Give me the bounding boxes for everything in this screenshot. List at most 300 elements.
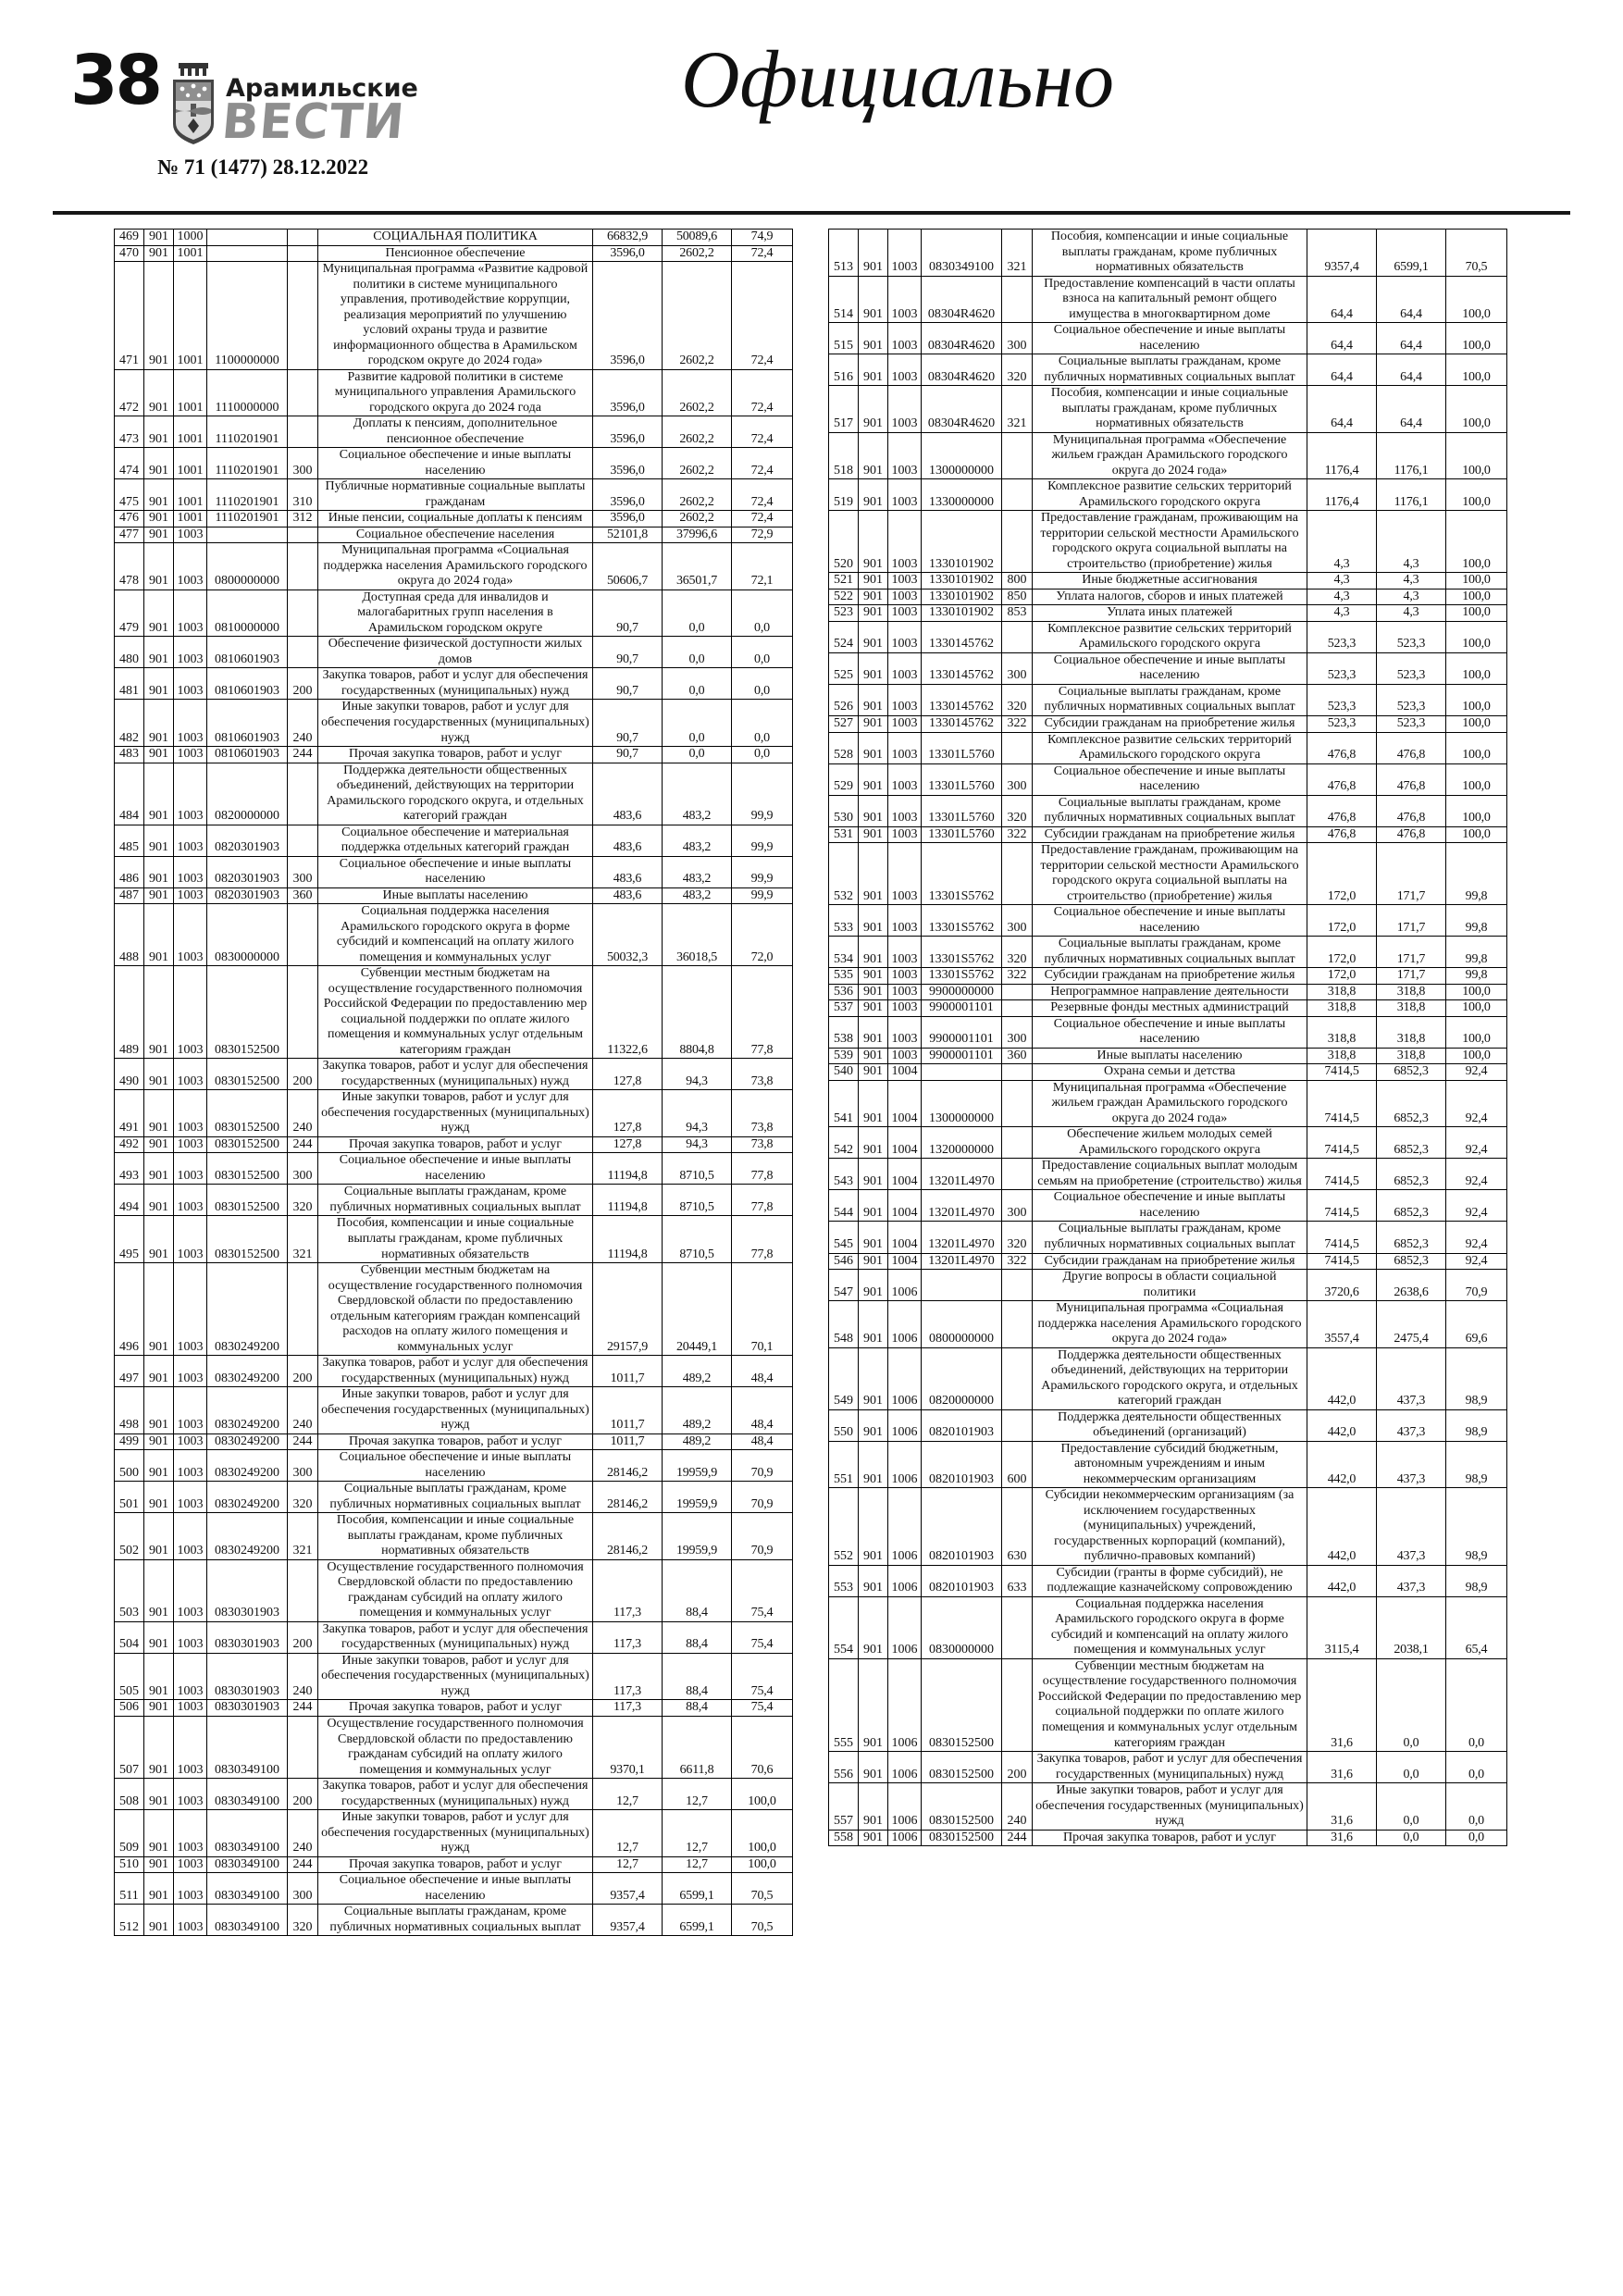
table-row — [115, 230, 793, 246]
row-number-cell: 502 — [115, 1513, 144, 1560]
approved-amount-cell: 31,6 — [1307, 1830, 1377, 1846]
executed-amount-cell: 94,3 — [663, 1136, 732, 1153]
approved-amount-cell: 318,8 — [1307, 1048, 1377, 1064]
table-row — [829, 1441, 1507, 1488]
row-number-cell: 517 — [829, 386, 859, 433]
budget-report-tables — [114, 229, 1507, 1936]
executed-amount-cell: 0,0 — [1377, 1783, 1446, 1831]
row-number-cell: 514 — [829, 276, 859, 323]
target-article-cell: 0830000000 — [207, 904, 288, 966]
approved-amount-cell: 90,7 — [593, 700, 663, 747]
expense-name-cell: Социальное обеспечение и иные выплаты населению — [318, 1153, 593, 1185]
percent-executed-cell: 0,0 — [1446, 1752, 1507, 1783]
percent-executed-cell: 100,0 — [1446, 684, 1507, 715]
percent-executed-cell: 100,0 — [1446, 605, 1507, 622]
table-row — [115, 511, 793, 527]
target-article-cell: 0830152500 — [922, 1658, 1002, 1751]
table-row — [829, 1301, 1507, 1348]
table-row — [115, 1621, 793, 1653]
grbs-code-cell: 901 — [144, 637, 174, 668]
expense-name-cell: Доплаты к пенсиям, дополнительное пенсионное обеспечение — [318, 416, 593, 448]
executed-amount-cell: 2602,2 — [663, 511, 732, 527]
expense-name-cell: Иные закупки товаров, работ и услуг для обеспечения государственных (муниципальных) нужд — [318, 1090, 593, 1137]
table-row — [115, 1216, 793, 1263]
target-article-cell: 13201L4970 — [922, 1159, 1002, 1190]
expense-name-cell: Предоставление гражданам, проживающим на территории сельской местности Арамильского городского округа социальной выплаты на строительство (приобретение) жилья — [1033, 511, 1307, 573]
approved-amount-cell: 12,7 — [593, 1810, 663, 1857]
expense-name-cell: Комплексное развитие сельских территорий Арамильского городского округа — [1033, 621, 1307, 652]
approved-amount-cell: 64,4 — [1307, 354, 1377, 386]
expense-name-cell: Социальное обеспечение и иные выплаты населению — [1033, 1190, 1307, 1222]
percent-executed-cell: 100,0 — [732, 1810, 793, 1857]
approved-amount-cell: 1176,4 — [1307, 432, 1377, 479]
grbs-code-cell: 901 — [144, 825, 174, 856]
expense-type-cell: 320 — [288, 1905, 318, 1936]
grbs-code-cell: 901 — [859, 230, 888, 277]
target-article-cell — [207, 230, 288, 246]
expense-name-cell: Поддержка деятельности общественных объединений (организаций) — [1033, 1409, 1307, 1441]
executed-amount-cell: 476,8 — [1377, 795, 1446, 826]
percent-executed-cell: 100,0 — [1446, 479, 1507, 511]
table-row — [829, 1064, 1507, 1081]
target-article-cell: 13301L5760 — [922, 795, 1002, 826]
table-row — [115, 1387, 793, 1434]
target-article-cell: 0830152500 — [922, 1752, 1002, 1783]
table-row — [829, 1347, 1507, 1409]
table-row — [115, 1856, 793, 1873]
expense-type-cell: 240 — [288, 1653, 318, 1700]
target-article-cell: 0830152500 — [207, 1185, 288, 1216]
section-code-cell: 1003 — [888, 652, 922, 684]
expense-type-cell: 244 — [288, 1856, 318, 1873]
section-code-cell: 1003 — [888, 826, 922, 843]
grbs-code-cell: 901 — [144, 245, 174, 262]
approved-amount-cell: 3596,0 — [593, 479, 663, 511]
section-code-cell: 1001 — [174, 448, 207, 479]
target-article-cell: 1110201901 — [207, 511, 288, 527]
table-row — [115, 1433, 793, 1450]
target-article-cell — [207, 245, 288, 262]
section-code-cell: 1003 — [174, 966, 207, 1059]
grbs-code-cell: 901 — [144, 1090, 174, 1137]
approved-amount-cell: 483,6 — [593, 763, 663, 825]
target-article-cell: 0820301903 — [207, 856, 288, 887]
target-article-cell — [922, 1064, 1002, 1081]
row-number-cell: 548 — [829, 1301, 859, 1348]
row-number-cell: 545 — [829, 1222, 859, 1253]
expense-name-cell: Закупка товаров, работ и услуг для обеспечения государственных (муниципальных) нужд — [318, 1779, 593, 1810]
target-article-cell: 13301S5762 — [922, 843, 1002, 905]
approved-amount-cell: 29157,9 — [593, 1263, 663, 1356]
percent-executed-cell: 92,4 — [1446, 1127, 1507, 1159]
table-row — [115, 1356, 793, 1387]
section-code-cell: 1003 — [888, 354, 922, 386]
table-row — [829, 1016, 1507, 1048]
section-code-cell: 1003 — [888, 905, 922, 937]
table-row — [829, 1565, 1507, 1596]
grbs-code-cell: 901 — [859, 276, 888, 323]
row-number-cell: 535 — [829, 968, 859, 985]
percent-executed-cell: 70,6 — [732, 1716, 793, 1778]
target-article-cell: 0810601903 — [207, 700, 288, 747]
executed-amount-cell: 1176,1 — [1377, 432, 1446, 479]
percent-executed-cell: 73,8 — [732, 1136, 793, 1153]
expense-name-cell: Другие вопросы в области социальной политики — [1033, 1270, 1307, 1301]
grbs-code-cell: 901 — [144, 262, 174, 370]
section-code-cell: 1003 — [888, 386, 922, 433]
grbs-code-cell: 901 — [144, 1263, 174, 1356]
section-code-cell: 1003 — [888, 276, 922, 323]
section-code-cell: 1003 — [888, 732, 922, 763]
table-row — [115, 763, 793, 825]
executed-amount-cell: 64,4 — [1377, 323, 1446, 354]
approved-amount-cell: 4,3 — [1307, 573, 1377, 590]
target-article-cell: 0830152500 — [207, 1153, 288, 1185]
approved-amount-cell: 90,7 — [593, 747, 663, 763]
approved-amount-cell: 50606,7 — [593, 543, 663, 590]
row-number-cell: 510 — [115, 1856, 144, 1873]
section-code-cell: 1003 — [174, 1216, 207, 1263]
expense-type-cell — [288, 1559, 318, 1621]
row-number-cell: 539 — [829, 1048, 859, 1064]
section-code-cell: 1003 — [174, 1185, 207, 1216]
section-code-cell: 1003 — [174, 1153, 207, 1185]
table-row — [115, 1716, 793, 1778]
executed-amount-cell: 2602,2 — [663, 479, 732, 511]
coat-of-arms-icon — [169, 61, 217, 146]
row-number-cell: 475 — [115, 479, 144, 511]
approved-amount-cell: 7414,5 — [1307, 1253, 1377, 1270]
expense-type-cell: 630 — [1002, 1488, 1033, 1566]
section-code-cell: 1003 — [174, 747, 207, 763]
section-code-cell: 1004 — [888, 1080, 922, 1127]
section-code-cell: 1003 — [174, 1873, 207, 1905]
section-code-cell: 1001 — [174, 479, 207, 511]
grbs-code-cell: 901 — [859, 763, 888, 795]
section-code-cell: 1003 — [888, 432, 922, 479]
expense-type-cell — [288, 763, 318, 825]
approved-amount-cell: 11194,8 — [593, 1185, 663, 1216]
percent-executed-cell: 72,0 — [732, 904, 793, 966]
row-number-cell: 529 — [829, 763, 859, 795]
expense-type-cell: 300 — [1002, 763, 1033, 795]
executed-amount-cell: 4,3 — [1377, 605, 1446, 622]
percent-executed-cell: 75,4 — [732, 1621, 793, 1653]
section-code-cell: 1003 — [174, 1700, 207, 1717]
percent-executed-cell: 77,8 — [732, 966, 793, 1059]
target-article-cell: 1330145762 — [922, 684, 1002, 715]
section-code-cell: 1004 — [888, 1064, 922, 1081]
table-row — [115, 543, 793, 590]
percent-executed-cell: 100,0 — [732, 1779, 793, 1810]
target-article-cell: 0800000000 — [922, 1301, 1002, 1348]
percent-executed-cell: 70,5 — [1446, 230, 1507, 277]
table-row — [115, 1810, 793, 1857]
target-article-cell: 0830249200 — [207, 1513, 288, 1560]
target-article-cell: 0830349100 — [207, 1856, 288, 1873]
issue-date: № 71 (1477) 28.12.2022 — [157, 155, 369, 179]
grbs-code-cell: 901 — [144, 856, 174, 887]
target-article-cell: 0830152500 — [207, 966, 288, 1059]
grbs-code-cell: 901 — [859, 605, 888, 622]
row-number-cell: 532 — [829, 843, 859, 905]
target-article-cell: 0830349100 — [207, 1716, 288, 1778]
grbs-code-cell: 901 — [859, 1270, 888, 1301]
target-article-cell: 1300000000 — [922, 432, 1002, 479]
row-number-cell: 505 — [115, 1653, 144, 1700]
table-row — [829, 354, 1507, 386]
executed-amount-cell: 0,0 — [663, 668, 732, 700]
row-number-cell: 537 — [829, 1000, 859, 1017]
row-number-cell: 553 — [829, 1565, 859, 1596]
expense-type-cell: 240 — [288, 1387, 318, 1434]
row-number-cell: 523 — [829, 605, 859, 622]
target-article-cell: 1320000000 — [922, 1127, 1002, 1159]
expense-type-cell — [1002, 1127, 1033, 1159]
expense-name-cell: Обеспечение жильем молодых семей Арамильского городского округа — [1033, 1127, 1307, 1159]
table-row — [115, 448, 793, 479]
table-row — [829, 684, 1507, 715]
executed-amount-cell: 318,8 — [1377, 1016, 1446, 1048]
row-number-cell: 496 — [115, 1263, 144, 1356]
approved-amount-cell: 1011,7 — [593, 1356, 663, 1387]
table-row — [829, 826, 1507, 843]
grbs-code-cell: 901 — [859, 573, 888, 590]
expense-name-cell: Социальное обеспечение и иные выплаты населению — [318, 856, 593, 887]
grbs-code-cell: 901 — [144, 230, 174, 246]
table-row — [115, 1136, 793, 1153]
section-code-cell: 1001 — [174, 511, 207, 527]
grbs-code-cell: 901 — [859, 984, 888, 1000]
table-row — [829, 1000, 1507, 1017]
percent-executed-cell: 70,5 — [732, 1905, 793, 1936]
table-row — [115, 245, 793, 262]
row-number-cell: 493 — [115, 1153, 144, 1185]
table-row — [115, 668, 793, 700]
approved-amount-cell: 31,6 — [1307, 1752, 1377, 1783]
grbs-code-cell: 901 — [144, 1356, 174, 1387]
table-row — [829, 795, 1507, 826]
grbs-code-cell: 901 — [859, 684, 888, 715]
grbs-code-cell: 901 — [859, 968, 888, 985]
approved-amount-cell: 1176,4 — [1307, 479, 1377, 511]
row-number-cell: 546 — [829, 1253, 859, 1270]
brand-name-bottom: ВЕСТИ — [219, 94, 407, 150]
grbs-code-cell: 901 — [144, 1433, 174, 1450]
expense-type-cell: 322 — [1002, 1253, 1033, 1270]
executed-amount-cell: 6599,1 — [663, 1873, 732, 1905]
section-code-cell: 1003 — [888, 1000, 922, 1017]
executed-amount-cell: 2602,2 — [663, 262, 732, 370]
grbs-code-cell: 901 — [144, 1716, 174, 1778]
expense-name-cell: Резервные фонды местных администраций — [1033, 1000, 1307, 1017]
row-number-cell: 492 — [115, 1136, 144, 1153]
approved-amount-cell: 4,3 — [1307, 589, 1377, 605]
executed-amount-cell: 483,2 — [663, 887, 732, 904]
table-row — [115, 700, 793, 747]
row-number-cell: 554 — [829, 1596, 859, 1658]
approved-amount-cell: 442,0 — [1307, 1441, 1377, 1488]
expense-name-cell: Пособия, компенсации и иные социальные выплаты гражданам, кроме публичных нормативных обязательств — [318, 1216, 593, 1263]
executed-amount-cell: 2638,6 — [1377, 1270, 1446, 1301]
budget-table-left — [114, 229, 793, 1936]
approved-amount-cell: 442,0 — [1307, 1488, 1377, 1566]
expense-name-cell: Прочая закупка товаров, работ и услуг — [318, 1433, 593, 1450]
section-code-cell: 1004 — [888, 1159, 922, 1190]
expense-name-cell: Иные закупки товаров, работ и услуг для обеспечения государственных (муниципальных) нужд — [1033, 1783, 1307, 1831]
target-article-cell: 0830249200 — [207, 1263, 288, 1356]
target-article-cell: 08304R4620 — [922, 354, 1002, 386]
table-row — [829, 1048, 1507, 1064]
executed-amount-cell: 64,4 — [1377, 276, 1446, 323]
section-code-cell: 1003 — [174, 637, 207, 668]
section-code-cell: 1003 — [174, 1621, 207, 1653]
percent-executed-cell: 72,4 — [732, 479, 793, 511]
percent-executed-cell: 70,9 — [732, 1450, 793, 1482]
expense-type-cell: 320 — [1002, 937, 1033, 968]
row-number-cell: 494 — [115, 1185, 144, 1216]
executed-amount-cell: 37996,6 — [663, 527, 732, 543]
grbs-code-cell: 901 — [859, 1159, 888, 1190]
expense-type-cell: 360 — [1002, 1048, 1033, 1064]
row-number-cell: 526 — [829, 684, 859, 715]
section-code-cell: 1003 — [174, 1387, 207, 1434]
expense-name-cell: Социальные выплаты гражданам, кроме публичных нормативных социальных выплат — [1033, 354, 1307, 386]
expense-name-cell: Социальное обеспечение и иные выплаты населению — [1033, 763, 1307, 795]
percent-executed-cell: 92,4 — [1446, 1080, 1507, 1127]
executed-amount-cell: 2475,4 — [1377, 1301, 1446, 1348]
approved-amount-cell: 172,0 — [1307, 905, 1377, 937]
expense-type-cell: 300 — [1002, 652, 1033, 684]
grbs-code-cell: 901 — [144, 700, 174, 747]
expense-type-cell: 321 — [288, 1216, 318, 1263]
executed-amount-cell: 6852,3 — [1377, 1080, 1446, 1127]
executed-amount-cell: 483,2 — [663, 763, 732, 825]
target-article-cell: 1330101902 — [922, 605, 1002, 622]
expense-name-cell: Субсидии гражданам на приобретение жилья — [1033, 826, 1307, 843]
table-row — [115, 1153, 793, 1185]
row-number-cell: 499 — [115, 1433, 144, 1450]
row-number-cell: 557 — [829, 1783, 859, 1831]
section-code-cell: 1003 — [888, 937, 922, 968]
target-article-cell: 0820301903 — [207, 887, 288, 904]
row-number-cell: 527 — [829, 715, 859, 732]
section-code-cell: 1003 — [174, 887, 207, 904]
percent-executed-cell: 92,4 — [1446, 1064, 1507, 1081]
expense-type-cell — [1002, 432, 1033, 479]
expense-type-cell — [288, 543, 318, 590]
target-article-cell: 0820000000 — [207, 763, 288, 825]
percent-executed-cell: 72,1 — [732, 543, 793, 590]
section-code-cell: 1001 — [174, 369, 207, 416]
executed-amount-cell: 437,3 — [1377, 1441, 1446, 1488]
target-article-cell: 0830249200 — [207, 1482, 288, 1513]
expense-type-cell — [1002, 1409, 1033, 1441]
target-article-cell: 1330145762 — [922, 621, 1002, 652]
expense-type-cell: 633 — [1002, 1565, 1033, 1596]
grbs-code-cell: 901 — [144, 448, 174, 479]
executed-amount-cell: 4,3 — [1377, 573, 1446, 590]
target-article-cell: 13301S5762 — [922, 905, 1002, 937]
expense-type-cell — [1002, 1080, 1033, 1127]
expense-name-cell: Прочая закупка товаров, работ и услуг — [1033, 1830, 1307, 1846]
percent-executed-cell: 100,0 — [1446, 1016, 1507, 1048]
table-row — [829, 1488, 1507, 1566]
expense-name-cell: Муниципальная программа «Обеспечение жильем граждан Арамильского городского округа до 2024 года» — [1033, 432, 1307, 479]
executed-amount-cell: 489,2 — [663, 1387, 732, 1434]
grbs-code-cell: 901 — [859, 937, 888, 968]
percent-executed-cell: 72,4 — [732, 511, 793, 527]
percent-executed-cell: 72,4 — [732, 262, 793, 370]
grbs-code-cell: 901 — [144, 1153, 174, 1185]
target-article-cell: 08304R4620 — [922, 323, 1002, 354]
executed-amount-cell: 19959,9 — [663, 1450, 732, 1482]
executed-amount-cell: 12,7 — [663, 1856, 732, 1873]
expense-type-cell — [1002, 1658, 1033, 1751]
executed-amount-cell: 6852,3 — [1377, 1253, 1446, 1270]
expense-type-cell: 244 — [288, 747, 318, 763]
percent-executed-cell: 70,9 — [732, 1513, 793, 1560]
percent-executed-cell: 92,4 — [1446, 1159, 1507, 1190]
executed-amount-cell: 19959,9 — [663, 1482, 732, 1513]
expense-name-cell: Субсидии (гранты в форме субсидий), не подлежащие казначейскому сопровождению — [1033, 1565, 1307, 1596]
expense-type-cell: 240 — [288, 1090, 318, 1137]
expense-type-cell — [1002, 1347, 1033, 1409]
table-row — [115, 856, 793, 887]
section-code-cell: 1006 — [888, 1270, 922, 1301]
table-row — [829, 843, 1507, 905]
expense-name-cell: Иные закупки товаров, работ и услуг для обеспечения государственных (муниципальных) нужд — [318, 700, 593, 747]
row-number-cell: 506 — [115, 1700, 144, 1717]
grbs-code-cell: 901 — [859, 1301, 888, 1348]
expense-name-cell: Субсидии гражданам на приобретение жилья — [1033, 968, 1307, 985]
row-number-cell: 538 — [829, 1016, 859, 1048]
percent-executed-cell: 70,5 — [732, 1873, 793, 1905]
percent-executed-cell: 73,8 — [732, 1090, 793, 1137]
approved-amount-cell: 3596,0 — [593, 369, 663, 416]
executed-amount-cell: 12,7 — [663, 1779, 732, 1810]
expense-name-cell: Социальные выплаты гражданам, кроме публичных нормативных социальных выплат — [318, 1185, 593, 1216]
approved-amount-cell: 90,7 — [593, 668, 663, 700]
approved-amount-cell: 11194,8 — [593, 1153, 663, 1185]
expense-name-cell: Муниципальная программа «Социальная поддержка населения Арамильского городского округа до 2024 года» — [1033, 1301, 1307, 1348]
table-row — [829, 763, 1507, 795]
approved-amount-cell: 7414,5 — [1307, 1064, 1377, 1081]
approved-amount-cell: 3596,0 — [593, 511, 663, 527]
percent-executed-cell: 0,0 — [1446, 1783, 1507, 1831]
expense-type-cell: 321 — [1002, 230, 1033, 277]
approved-amount-cell: 442,0 — [1307, 1347, 1377, 1409]
executed-amount-cell: 94,3 — [663, 1090, 732, 1137]
row-number-cell: 542 — [829, 1127, 859, 1159]
table-row — [829, 276, 1507, 323]
target-article-cell: 0820101903 — [922, 1565, 1002, 1596]
executed-amount-cell: 8804,8 — [663, 966, 732, 1059]
section-code-cell: 1003 — [888, 573, 922, 590]
percent-executed-cell: 75,4 — [732, 1559, 793, 1621]
percent-executed-cell: 74,9 — [732, 230, 793, 246]
grbs-code-cell: 901 — [144, 1136, 174, 1153]
row-number-cell: 488 — [115, 904, 144, 966]
table-row — [115, 904, 793, 966]
expense-type-cell — [1002, 1596, 1033, 1658]
expense-name-cell: Иные пенсии, социальные доплаты к пенсиям — [318, 511, 593, 527]
target-article-cell: 0830152500 — [922, 1783, 1002, 1831]
table-row — [115, 887, 793, 904]
table-row — [115, 825, 793, 856]
target-article-cell: 13201L4970 — [922, 1222, 1002, 1253]
expense-name-cell: Субсидии гражданам на приобретение жилья — [1033, 715, 1307, 732]
